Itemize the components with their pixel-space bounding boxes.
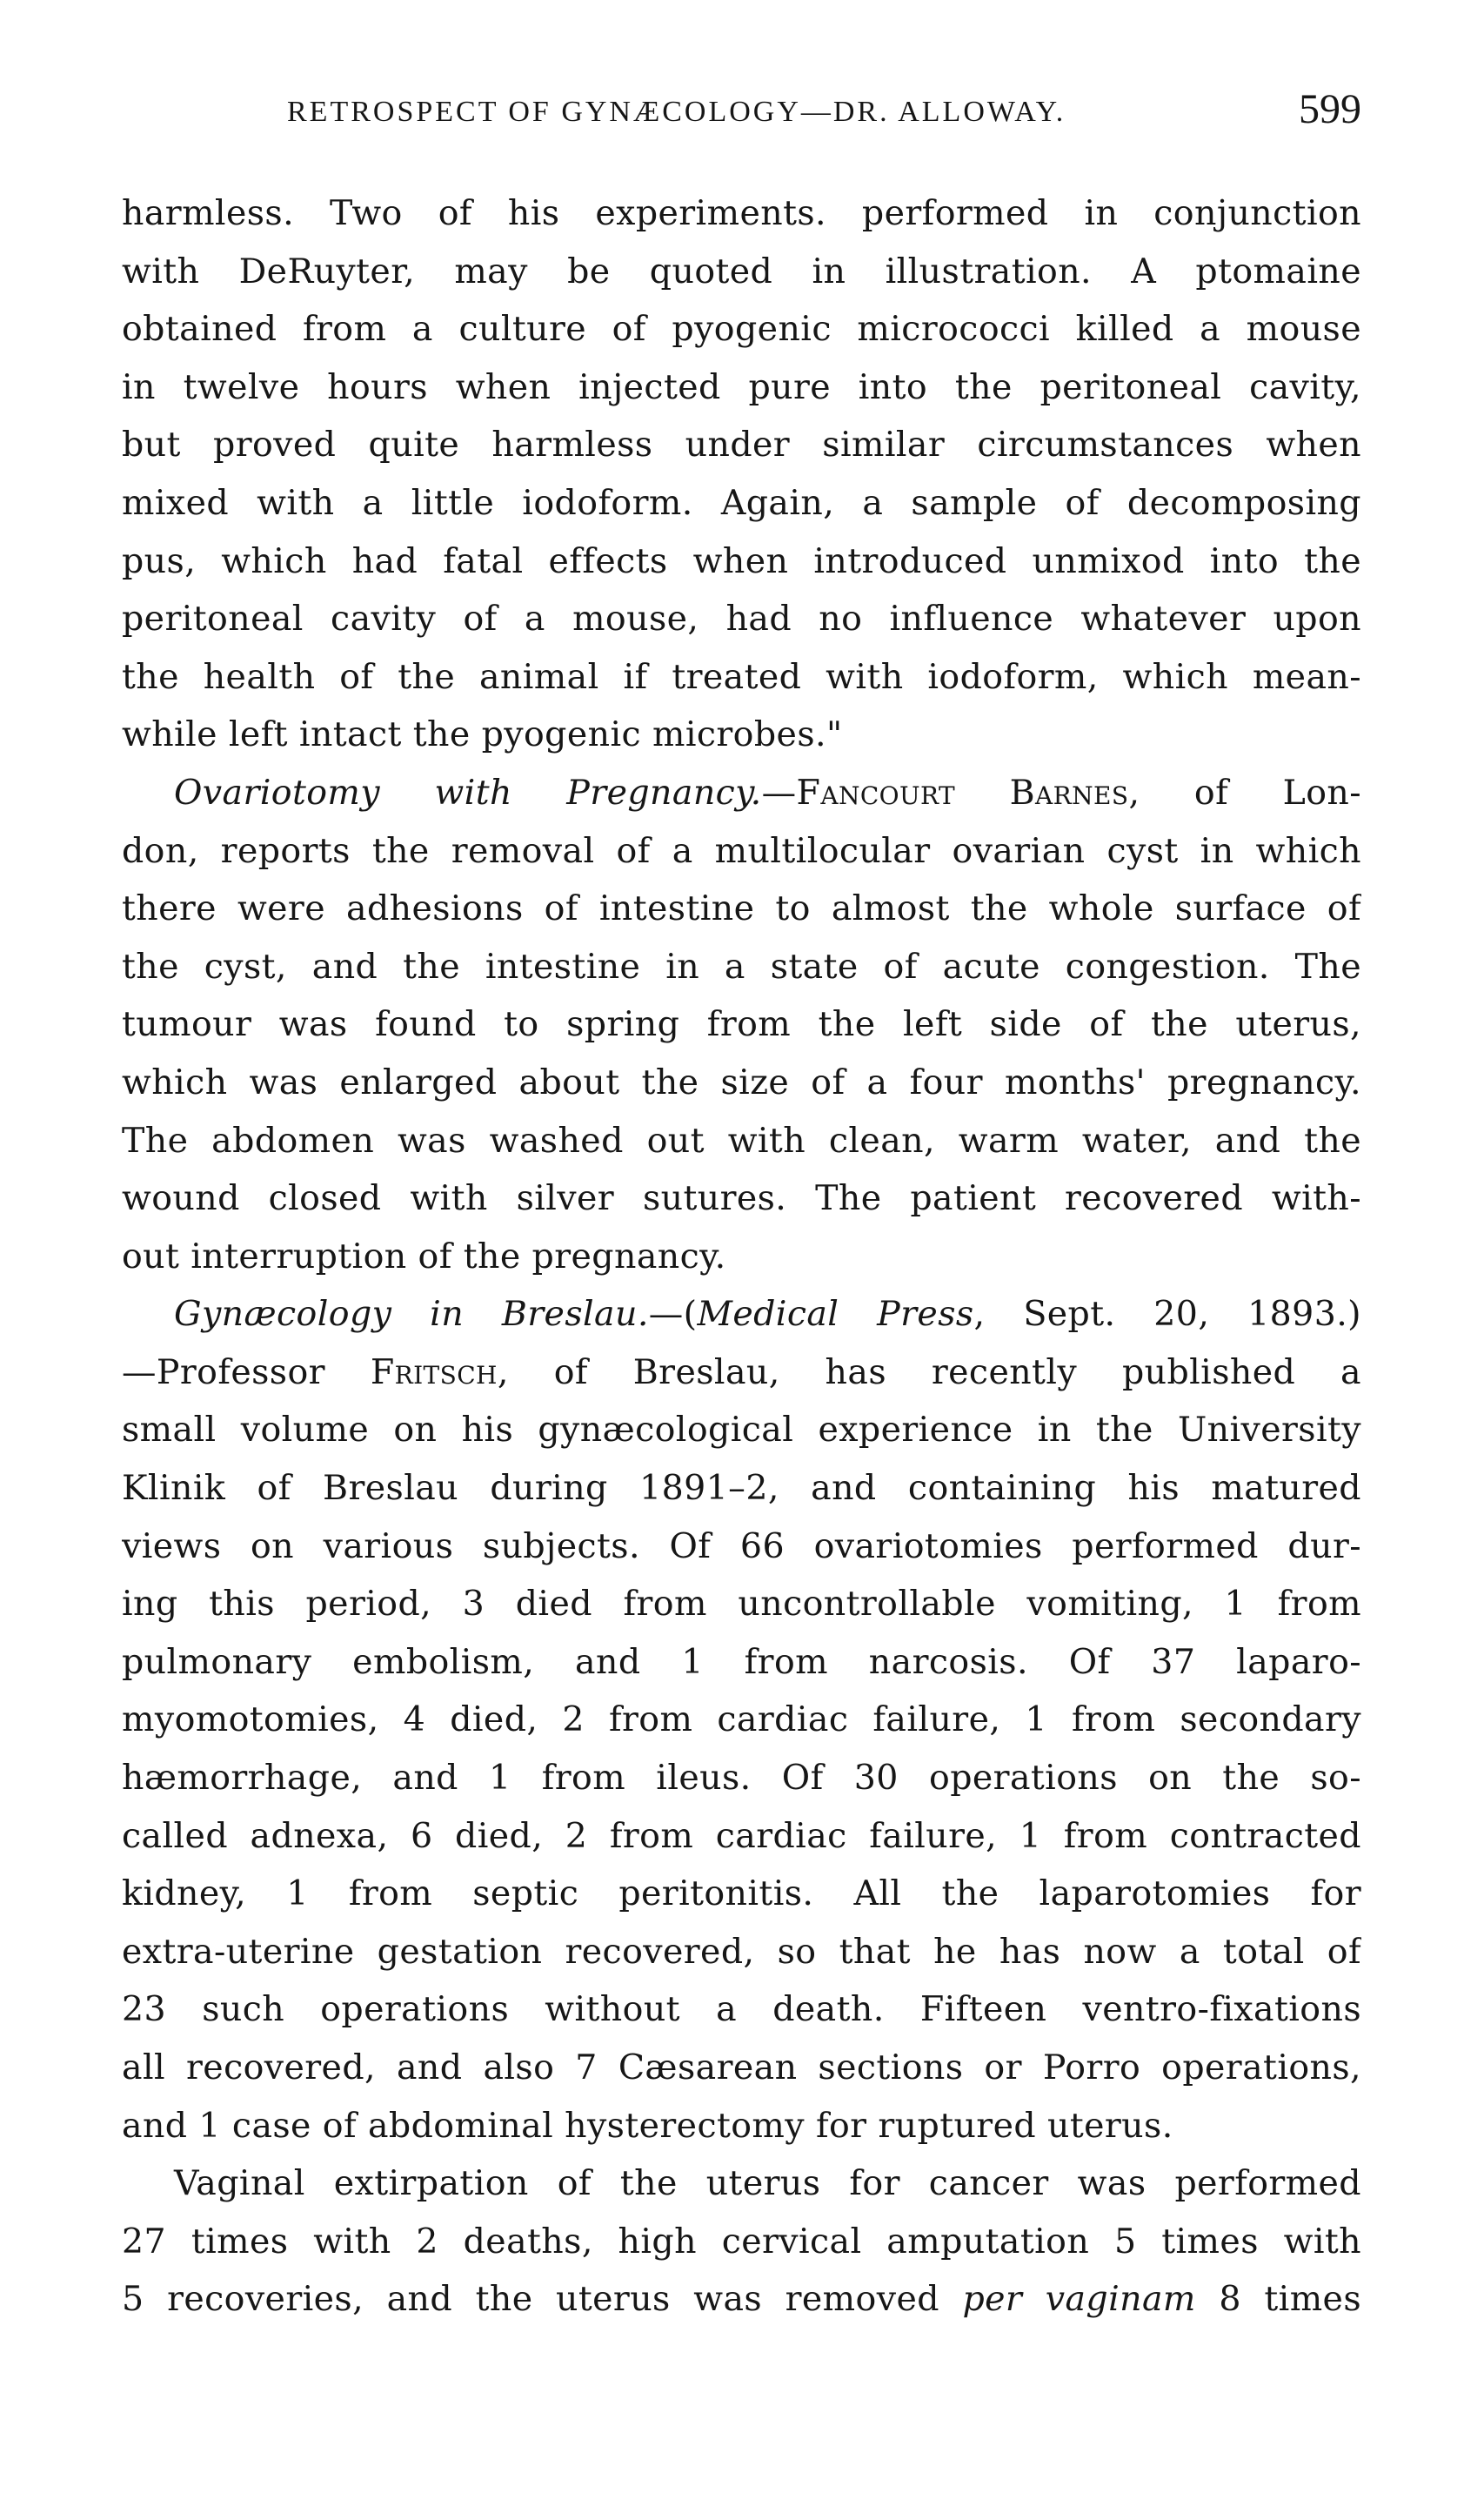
text-line <box>122 1344 1361 1402</box>
text-line: the health of the animal if treated with iodoform, which mean- <box>122 656 1361 697</box>
text-line: Klinik of Breslau during 1891–2, and containing his matured <box>122 1468 1361 1509</box>
text-line: kidney, 1 from septic peritonitis. All the laparotomies for <box>122 1873 1361 1914</box>
text-line: the cyst, and the intestine in a state of acute congestion. The <box>122 946 1361 987</box>
text-line: out interruption of the pregnancy. <box>122 1236 726 1277</box>
text-line: called adnexa, 6 died, 2 from cardiac failure, 1 from contracted <box>122 1815 1361 1856</box>
text-line <box>122 2270 1361 2329</box>
text-fragment: , Sept. 20, 1893.) <box>973 1294 1361 1335</box>
body-text <box>122 184 1361 2329</box>
text-fragment: —( <box>648 1294 698 1335</box>
dash: — <box>761 772 797 813</box>
text-fragment: , of Lon- <box>1128 772 1361 813</box>
text-line: 27 times with 2 deaths, high cervical amputation 5 times with <box>122 2221 1361 2262</box>
text-fragment: 5 recoveries, and the uterus was removed <box>122 2279 963 2320</box>
text-line: views on various subjects. Of 66 ovariotomies performed dur- <box>122 1525 1361 1566</box>
text-line: 23 such operations without a death. Fifteen ventro-fixations <box>122 1989 1361 2030</box>
latin-phrase: per vaginam <box>962 2279 1196 2320</box>
paragraph-iodoform <box>122 184 1361 764</box>
paragraph-vaginal-extirpation <box>122 2154 1361 2329</box>
text-line: hæmorrhage, and 1 from ileus. Of 30 operations on the so- <box>122 1758 1361 1799</box>
text-line: Vaginal extirpation of the uterus for cancer was performed <box>174 2163 1361 2204</box>
text-line: The abdomen was washed out with clean, warm water, and the <box>122 1120 1361 1161</box>
page-number: 599 <box>1299 86 1361 132</box>
text-line: all recovered, and also 7 Cæsarean sections or Porro operations, <box>122 2047 1361 2087</box>
text-line: tumour was found to spring from the left side of the uterus, <box>122 1004 1361 1045</box>
text-line: myomotomies, 4 died, 2 from cardiac failure, 1 from secondary <box>122 1699 1361 1740</box>
paragraph-ovariotomy <box>122 764 1361 1285</box>
text-line: don, reports the removal of a multilocular ovarian cyst in which <box>122 830 1361 871</box>
text-line: ing this period, 3 died from uncontrollable vomiting, 1 from <box>122 1584 1361 1625</box>
author-name: Fritsch <box>370 1351 498 1392</box>
text-fragment: —Professor <box>122 1351 371 1392</box>
text-fragment: , of Breslau, has recently published a <box>497 1351 1361 1392</box>
text-line: while left intact the pyogenic microbes." <box>122 714 843 755</box>
author-name: Fancourt Barnes <box>796 772 1129 813</box>
section-heading: Gynæcology in Breslau. <box>174 1294 649 1335</box>
text-line: wound closed with silver sutures. The patient recovered with- <box>122 1178 1361 1219</box>
text-line: extra-uterine gestation recovered, so that he has now a total of <box>122 1931 1361 1972</box>
text-line: mixed with a little iodoform. Again, a sample of decomposing <box>122 482 1361 523</box>
running-header <box>122 85 1361 141</box>
text-line: which was enlarged about the size of a four months' pregnancy. <box>122 1062 1361 1102</box>
text-fragment: 8 times <box>1195 2279 1361 2320</box>
section-heading: Ovariotomy with Pregnancy. <box>174 772 762 813</box>
text-line: peritoneal cavity of a mouse, had no influence whatever upon <box>122 599 1361 640</box>
paragraph-breslau <box>122 1285 1361 2154</box>
citation-source: Medical Press <box>697 1294 974 1335</box>
text-line: there were adhesions of intestine to almost the whole surface of <box>122 888 1361 929</box>
text-line: but proved quite harmless under similar circumstances when <box>122 425 1361 466</box>
book-page <box>122 85 1361 2329</box>
text-line: obtained from a culture of pyogenic micrococci killed a mouse <box>122 309 1361 350</box>
text-line: harmless. Two of his experiments. performed in conjunction <box>122 193 1361 233</box>
text-line: small volume on his gynæcological experience in the University <box>122 1410 1361 1451</box>
text-line: with DeRuyter, may be quoted in illustration. A ptomaine <box>122 251 1361 292</box>
text-line: pus, which had fatal effects when introduced unmixod into the <box>122 540 1361 581</box>
text-line: and 1 case of abdominal hysterectomy for ruptured uterus. <box>122 2105 1173 2146</box>
text-line <box>122 1285 1361 1344</box>
text-line: in twelve hours when injected pure into the peritoneal cavity, <box>122 366 1361 407</box>
text-line: pulmonary embolism, and 1 from narcosis. Of 37 laparo- <box>122 1641 1361 1682</box>
text-line <box>122 764 1361 822</box>
running-title: RETROSPECT OF GYNÆCOLOGY—DR. ALLOWAY. <box>287 96 1066 128</box>
